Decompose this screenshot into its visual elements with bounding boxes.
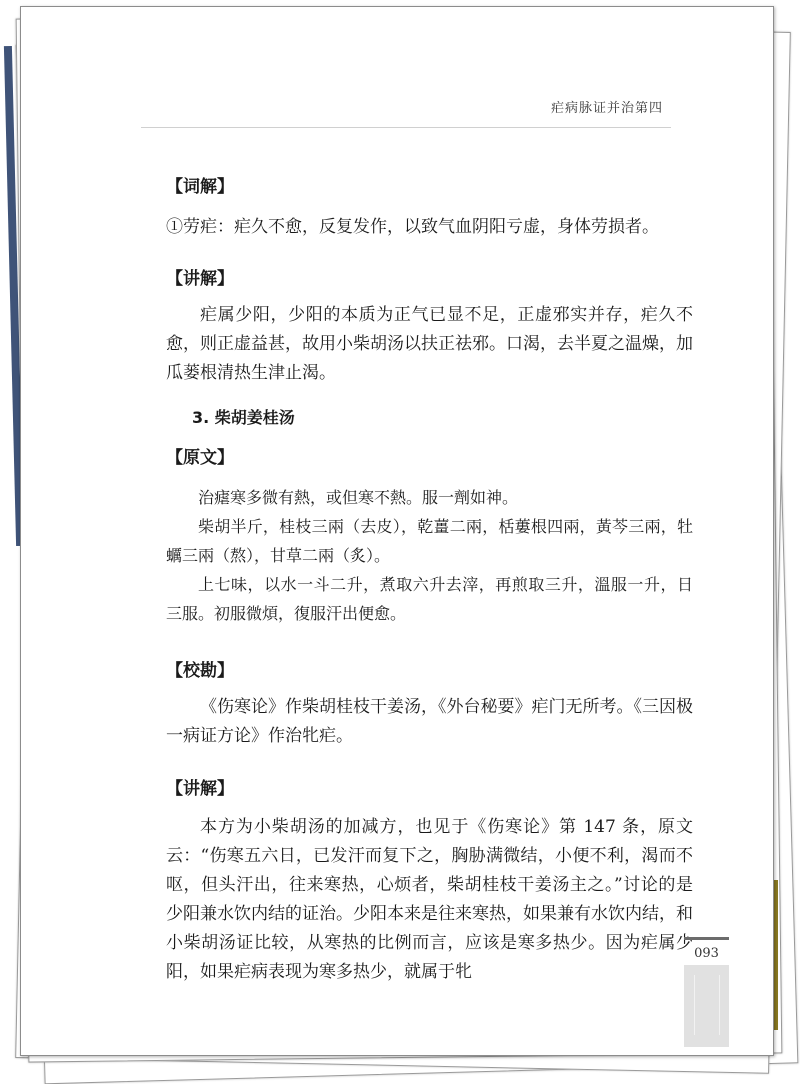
- section-yuanwen-body: [166, 483, 693, 628]
- section-jiaokan: [166, 657, 693, 686]
- decorative-side-block: [684, 965, 729, 1047]
- formula-title-block: [166, 403, 693, 432]
- section-jiangjie-1: [166, 265, 693, 294]
- section-jiangjie-2-body: [166, 813, 693, 987]
- book-page: [20, 6, 774, 1056]
- section-heading: 【讲解】: [166, 269, 234, 289]
- header-rule: [141, 127, 671, 128]
- formula-title: 3. 柴胡姜桂汤: [192, 408, 295, 427]
- section-heading: 【词解】: [166, 177, 234, 197]
- section-jiaokan-body: [166, 693, 693, 751]
- paragraph: 柴胡半斤，桂枝三兩（去皮），乾薑二兩，栝蔞根四兩，黃芩三兩，牡蠣三兩（熬），甘草二兩（炙）。: [166, 517, 693, 565]
- section-heading: 【讲解】: [166, 779, 234, 799]
- page-number: 093: [684, 937, 729, 961]
- section-cijie: [166, 173, 693, 202]
- section-heading: 【原文】: [166, 448, 234, 468]
- section-cijie-body: [166, 213, 693, 242]
- section-heading: 【校勘】: [166, 661, 234, 681]
- paragraph: 治瘧寒多微有熱，或但寒不熱。服一劑如神。: [198, 488, 519, 507]
- paragraph: 上七味，以水一斗二升，煮取六升去滓，再煎取三升，溫服一升，日三服。初服微煩，復服汗出便愈。: [166, 575, 693, 623]
- section-jiangjie-1-body: [166, 301, 693, 388]
- paragraph: ①劳疟：疟久不愈，反复发作，以致气血阴阳亏虚，身体劳损者。: [166, 217, 659, 237]
- paragraph: 本方为小柴胡汤的加减方，也见于《伤寒论》第 147 条，原文云：“伤寒五六日，已发汗而复下之，胸胁满微结，小便不利，渴而不呕，但头汗出，往来寒热，心烦者，柴胡桂枝干姜汤主之。”讨论的是少阳兼水饮内结的证治。少阳本来是往来寒热，如果兼有水饮内结，和小柴胡汤证比较，从寒热的比例而言，应该是寒多热少。因为疟属少阳，如果疟病表现为寒多热少，就属于牝: [166, 817, 693, 982]
- decorative-pattern: [694, 975, 720, 1035]
- paragraph: 疟属少阳，少阳的本质为正气已显不足，正虚邪实并存，疟久不愈，则正虚益甚，故用小柴胡汤以扶正祛邪。口渴，去半夏之温燥，加瓜蒌根清热生津止渴。: [166, 305, 693, 383]
- paragraph: 《伤寒论》作柴胡桂枝干姜汤，《外台秘要》疟门无所考。《三因极一病证方论》作治牝疟。: [166, 697, 693, 746]
- section-jiangjie-2: [166, 775, 693, 804]
- running-header: 疟病脉证并治第四: [550, 101, 663, 116]
- section-yuanwen: [166, 444, 693, 473]
